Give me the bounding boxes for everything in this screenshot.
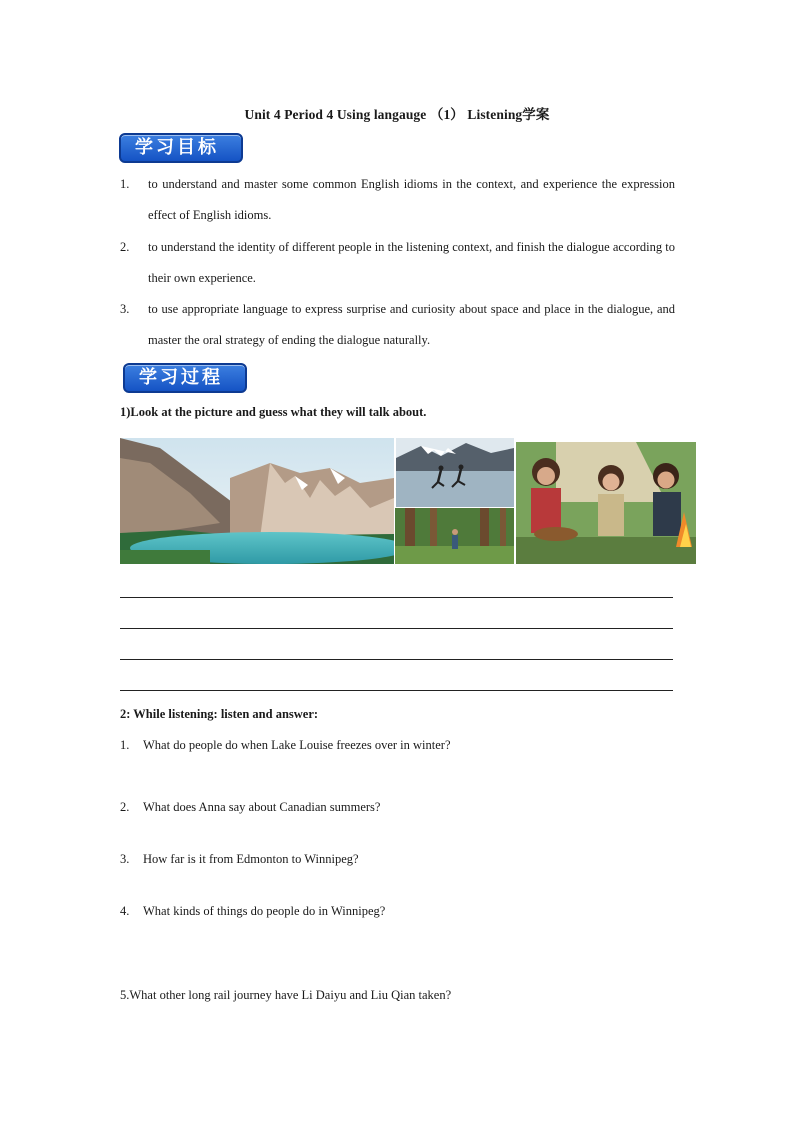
answer-line	[120, 659, 673, 660]
question-number: 1.	[120, 738, 130, 752]
answer-line	[120, 690, 673, 691]
photo-collage	[120, 438, 696, 564]
answer-line	[120, 628, 673, 629]
task2-heading: 2: While listening: listen and answer:	[120, 707, 319, 721]
campfire-friends-photo	[516, 442, 696, 564]
question-item	[120, 800, 380, 815]
question-text: What does Anna say about Canadian summers?	[143, 800, 381, 814]
question-text: How far is it from Edmonton to Winnipeg?	[143, 852, 359, 866]
objective-number: 3.	[120, 302, 130, 316]
objective-item	[120, 169, 675, 231]
objective-item	[120, 232, 675, 294]
answer-line	[120, 597, 673, 598]
learning-process-banner: 学习过程	[123, 363, 247, 393]
task1-heading: 1)Look at the picture and guess what they will talk about.	[120, 405, 427, 419]
objective-text: to understand and master some common English idioms in the context, and experience the expression effect of English idioms.	[148, 177, 675, 222]
objective-number: 1.	[120, 177, 130, 191]
question-text: What do people do when Lake Louise freezes over in winter?	[143, 738, 451, 752]
objective-number: 2.	[120, 240, 130, 254]
question-number: 2.	[120, 800, 130, 814]
learning-goals-banner: 学习目标	[119, 133, 243, 163]
objective-item	[120, 294, 675, 356]
forest-hiker-photo	[395, 508, 514, 564]
question-5: 5.What other long rail journey have Li Daiyu and Liu Qian taken?	[120, 988, 452, 1002]
objective-text: to use appropriate language to express surprise and curiosity about space and place in the dialogue, and master the oral strategy of ending the dialogue naturally.	[148, 302, 675, 347]
question-item	[120, 852, 359, 867]
question-number: 4.	[120, 904, 130, 918]
question-number: 3.	[120, 852, 130, 866]
objective-text: to understand the identity of different people in the listening context, and finish the dialogue according to their own experience.	[148, 240, 675, 285]
page-title: Unit 4 Period 4 Using langauge （1） Listening学案	[244, 107, 550, 122]
question-item	[120, 904, 385, 919]
ice-skating-photo	[396, 438, 514, 507]
mountain-lake-photo	[120, 438, 394, 564]
question-text: What kinds of things do people do in Winnipeg?	[143, 904, 386, 918]
question-item	[120, 738, 451, 753]
